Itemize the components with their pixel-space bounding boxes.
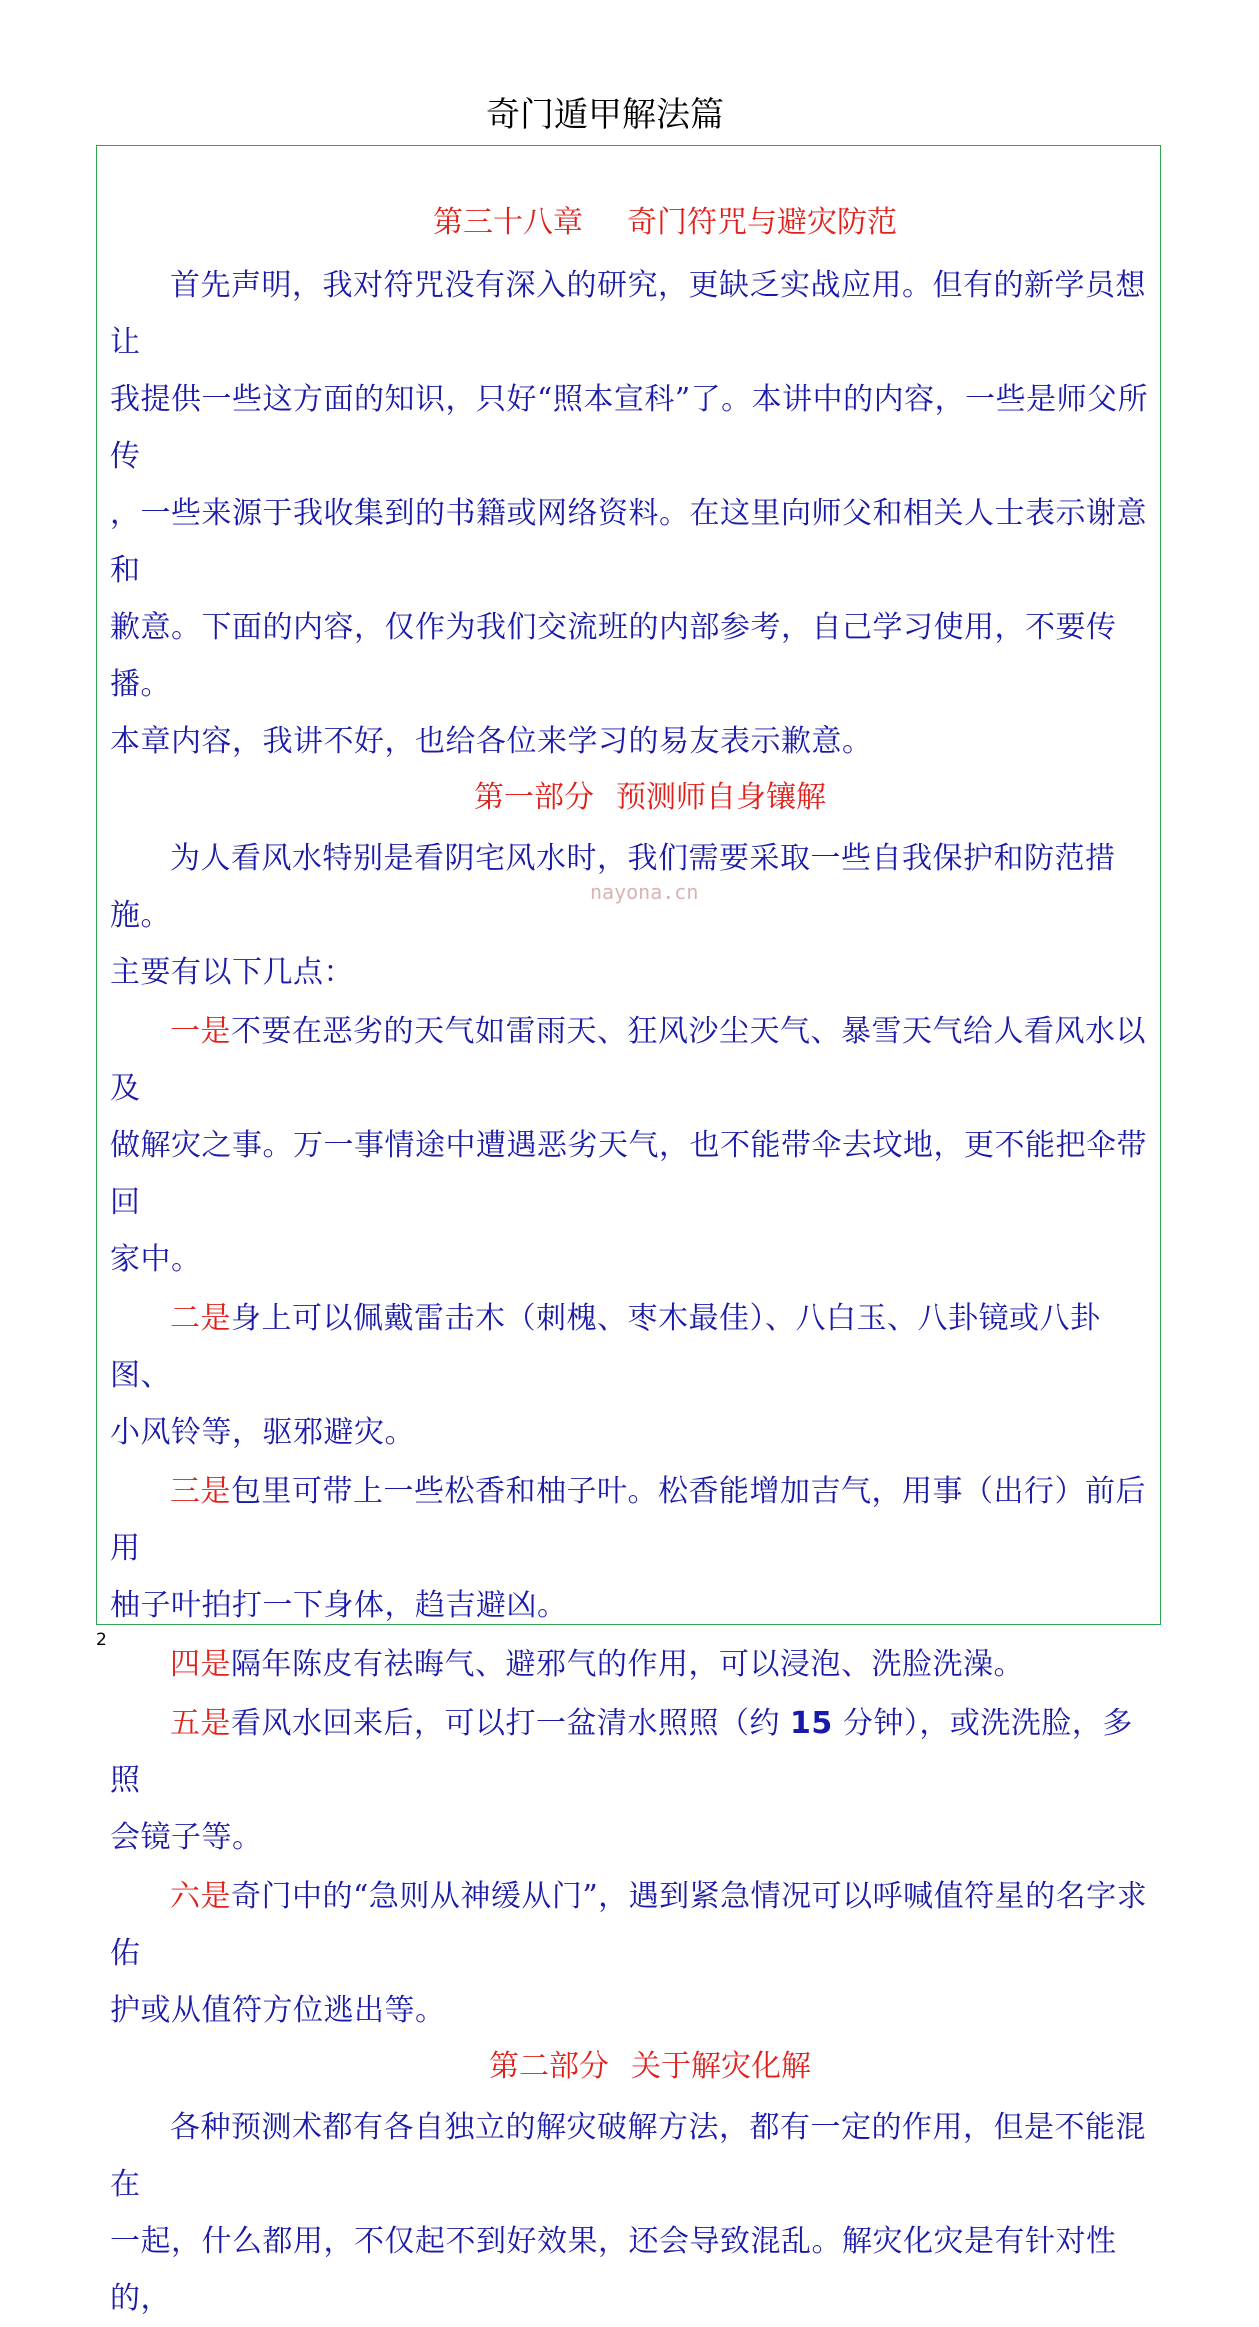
intro-paragraph: 首先声明，我对符咒没有深入的研究，更缺乏实战应用。但有的新学员想让 我提供一些这方面的知识，只好“照本宣科”了。本讲中的内容，一些是师父所传 ，一些来源于我收集到的书籍或网络资料。在这里向师父和相关人士表示谢意和 歉意。下面的内容，仅作为我们交流班的内部参考，自己学习使用，不要传播。 本章内容，我讲不好，也给各位来学习的易友表示歉意。: [110, 268, 1149, 759]
item-lead: 一是: [170, 1014, 231, 1049]
chapter-name: 奇门符咒与避灾防范: [627, 205, 897, 240]
item-lead: 五是: [170, 1706, 231, 1741]
list-item-2: 二是身上可以佩戴雷击木（刺槐、枣木最佳）、八白玉、八卦镜或八卦图、 小风铃等，驱邪避灾。: [110, 1301, 1101, 1450]
section-heading-part2: 第二部分 关于解灾化解: [489, 2049, 811, 2084]
list-item-3: 三是包里可带上一些松香和柚子叶。松香能增加吉气，用事（出行）前后用 柚子叶拍打一下身体，趋吉避凶。: [110, 1474, 1146, 1623]
part1-intro: 为人看风水特别是看阴宅风水时，我们需要采取一些自我保护和防范措施。 主要有以下几点：: [110, 841, 1116, 990]
duration-number: 15: [790, 1706, 833, 1741]
item-lead: 四是: [170, 1647, 231, 1682]
item-lead: 六是: [170, 1879, 231, 1914]
list-item-1: 一是不要在恶劣的天气如雷雨天、狂风沙尘天气、暴雪天气给人看风水以及 做解灾之事。万一事情途中遭遇恶劣天气，也不能带伞去坟地，更不能把伞带回 家中。: [110, 1014, 1147, 1277]
part2-paragraph: 各种预测术都有各自独立的解灾破解方法，都有一定的作用，但是不能混在 一起，什么都用，不仅起不到好效果，还会导致混乱。解灾化灾是有针对性的，: [110, 2110, 1146, 2316]
watermark: nayona.cn: [590, 880, 699, 904]
page-header-title: 奇门遁甲解法篇: [486, 95, 724, 135]
item-lead: 三是: [170, 1474, 231, 1509]
chapter-title: [110, 195, 1160, 257]
list-item-4: 四是隔年陈皮有祛晦气、避邪气的作用，可以浸泡、洗脸洗澡。: [170, 1647, 1024, 1682]
document-content: [110, 195, 1160, 2327]
chapter-number: 第三十八章: [433, 205, 583, 240]
list-item-6: 六是奇门中的“急则从神缓从门”，遇到紧急情况可以呼喊值符星的名字求佑 护或从值符方位逃出等。: [110, 1879, 1148, 2028]
page-number: 2: [96, 1630, 107, 1650]
item-lead: 二是: [170, 1301, 231, 1336]
list-item-5: 五是看风水回来后，可以打一盆清水照照（约 15 分钟），或洗洗脸，多照 会镜子等。: [110, 1706, 1133, 1855]
section-heading-part1: 第一部分 预测师自身镶解: [474, 780, 826, 815]
